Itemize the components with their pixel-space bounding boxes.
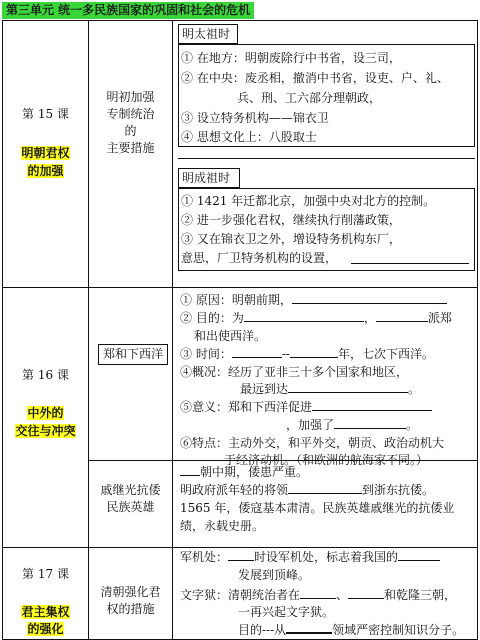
unit-title: 第三单元 统一多民族国家的巩固和社会的危机 <box>2 2 254 19</box>
chengzu-label: 明成祖时 <box>182 171 231 185</box>
lesson-17-title-line2: 的强化 <box>27 622 64 636</box>
chengzu-answer-line <box>351 263 469 264</box>
qi-item-wokou: 朝中期，倭患严重。 <box>180 464 308 480</box>
zheng-item-reason: ① 原因：明朝前期， <box>180 292 447 308</box>
wenziyu-item: 文字狱：清朝统治者在 、 和乾隆三朝， <box>180 588 457 602</box>
zheng-item-features-cont: 于经济动机。（和欧洲的航海家不同。） <box>224 453 429 467</box>
zheng-item-features: ⑥特点：主动外交，和平外交，朝贡、政治动机大 <box>180 436 445 450</box>
lesson-15-topic-line4: 主要措施 <box>106 141 155 155</box>
zheng-item-meaning: ⑤意义：郑和下西洋促进 <box>180 399 432 415</box>
lesson-15-title-line1: 明朝君权 <box>21 146 70 160</box>
zheng-item-time: ③ 时间： -- 年，七次下西洋。 <box>180 347 434 361</box>
taizu-item-central-cont: 兵、刑、工六部分理朝政， <box>237 91 382 105</box>
zheng-item-situation-cont: 最远到达 。 <box>240 382 421 396</box>
qi-item-1565: 1565 年，倭寇基本肃清。民族英雄戚继光的抗倭业 <box>180 501 455 515</box>
lesson-15-topic-line3: 的 <box>124 124 137 138</box>
taizu-item-culture: ④ 思想文化上：八股取士 <box>181 130 317 144</box>
lesson-15-topic-line2: 专制统治 <box>106 107 155 121</box>
lesson-16-title-line2: 交往与冲突 <box>15 424 76 438</box>
table-right-border <box>477 20 478 640</box>
lesson-16-label: 第 16 课 <box>22 368 69 382</box>
lesson-17-topic-line1: 清朝强化君 <box>100 585 161 599</box>
taizu-item-central: ② 在中央：废丞相，撤消中书省，设吏、户、礼、 <box>181 71 449 85</box>
qi-topic-line1: 戚继光抗倭 <box>100 483 161 497</box>
taizu-item-jinyiwei: ③ 设立特务机构——锦衣卫 <box>181 111 329 125</box>
table-top-border <box>2 20 478 21</box>
lesson-17-label: 第 17 课 <box>22 567 69 581</box>
lesson-15-topic-line1: 明初加强 <box>106 90 155 104</box>
qi-item-legacy: 绩，永载史册。 <box>180 519 265 533</box>
taizu-answer-line <box>178 158 475 159</box>
taizu-label: 明太祖时 <box>182 27 231 41</box>
zheng-item-purpose: ② 目的：为 ， 派郑 <box>180 311 452 325</box>
row-divider-16-17 <box>2 547 478 548</box>
lesson-15-title-line2: 的加强 <box>27 164 64 178</box>
taizu-item-local: ① 在地方：明朝废除行中书省，设三司， <box>181 51 401 65</box>
chengzu-item-meaning: 意思，厂卫特务机构的设置， <box>181 251 338 265</box>
zheng-item-meaning-cont: ，加强了 。 <box>286 418 419 432</box>
chengzu-item-beijing: ① 1421 年迁都北京，加强中央对北方的控制。 <box>181 194 436 208</box>
qi-item-general: 明政府派年轻的将领 到浙东抗倭。 <box>180 483 435 497</box>
chengzu-item-xuefan: ② 进一步强化君权，继续执行削藩政策， <box>181 213 401 227</box>
lesson-16-title-line1: 中外的 <box>27 406 64 420</box>
chengzu-item-dongchang: ③ 又在锦衣卫之外，增设特务机构东厂， <box>181 232 401 246</box>
wenziyu-item-cont: 一再兴起文字狱。 <box>238 605 335 619</box>
lesson-17-title-line1: 君主集权 <box>21 605 70 619</box>
zheng-item-purpose-cont: 和出使西洋。 <box>194 329 267 343</box>
zheng-item-situation: ④概况：经历了亚非三十多个国家和地区， <box>180 365 409 379</box>
lesson-17-topic-line2: 权的措施 <box>106 602 155 616</box>
junjichu-item: 军机处： 时设军机处，标志着我国的 <box>180 549 440 565</box>
column-divider-2 <box>172 20 173 640</box>
zheng-he-topic: 郑和下西洋 <box>102 347 163 361</box>
qi-topic-line2: 民族英雄 <box>106 500 155 514</box>
junjichu-item-cont: 发展到顶峰。 <box>238 568 311 582</box>
wenziyu-item-purpose: 目的---从 领域严密控制知识分子。 <box>238 623 465 637</box>
lesson-15-label: 第 15 课 <box>22 107 69 121</box>
row-divider-15-16 <box>2 287 478 288</box>
